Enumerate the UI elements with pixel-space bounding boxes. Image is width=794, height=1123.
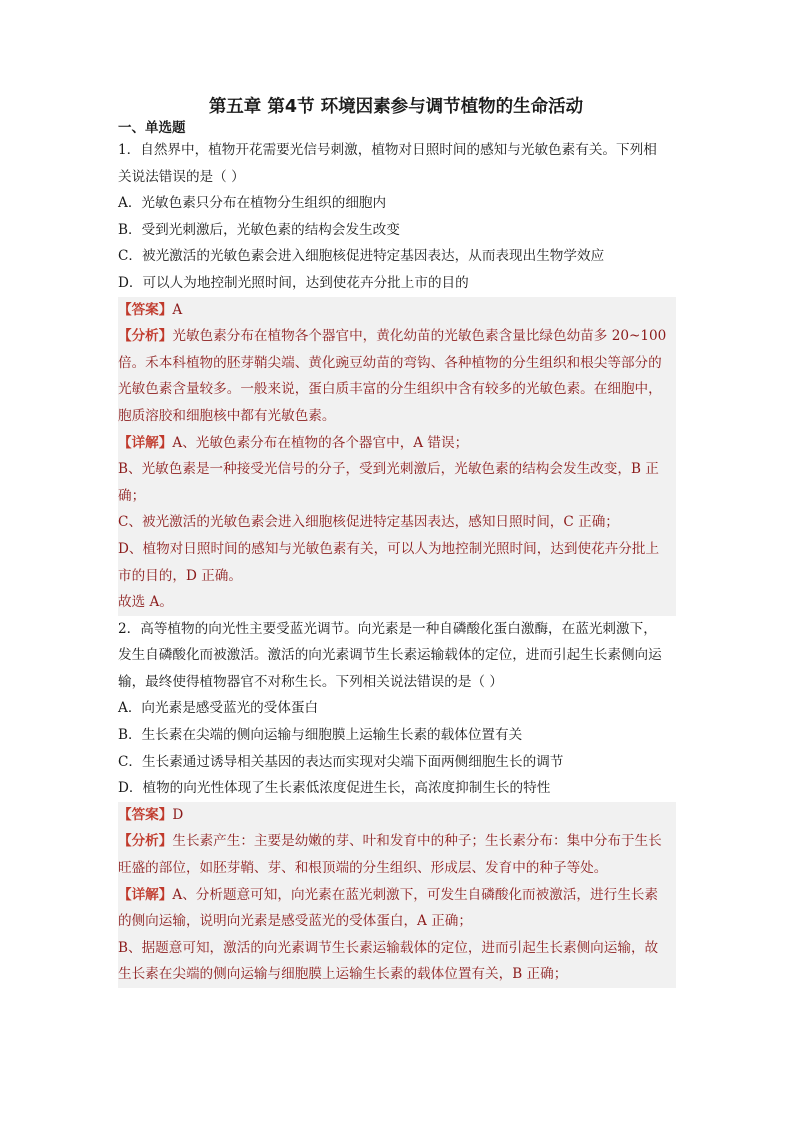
answer-label: 【答案】 (118, 301, 173, 318)
q1-detail-line: B、光敏色素是一种接受光信号的分子，受到光刺激后，光敏色素的结构会发生改变，B 正 (118, 461, 659, 478)
q2-option-b: B．生长素在尖端的侧向运输与细胞膜上运输生长素的载体位置有关 (118, 727, 523, 744)
question-1 (118, 137, 676, 616)
q2-detail-line (118, 882, 676, 909)
q1-detail-line: C、被光激活的光敏色素会进入细胞核促进特定基因表达，感知日照时间，C 正确； (118, 514, 619, 531)
q1-analysis-line: 光敏色素含量较多。一般来说，蛋白质丰富的分生组织中含有较多的光敏色素。在细胞中， (118, 381, 662, 398)
analysis-text: 生长素产生：主要是幼嫩的芽、叶和发育中的种子；生长素分布：集中分布于生长 (172, 833, 662, 850)
q1-option-a: A．光敏色素只分布在植物分生组织的细胞内 (118, 195, 387, 212)
q2-option-a: A．向光素是感受蓝光的受体蛋白 (118, 700, 319, 717)
detail-text: A、光敏色素分布在植物的各个器官中，A 错误； (172, 434, 469, 451)
q2-analysis-line: 旺盛的部位，如胚芽鞘、芽、和根顶端的分生组织、形成层、发育中的种子等处。 (118, 860, 608, 877)
q1-stem-line: 1．自然界中，植物开花需要光信号刺激，植物对日照时间的感知与光敏色素有关。下列相 (118, 142, 657, 158)
answer-label: 【答案】 (118, 806, 173, 823)
q1-answer-block (118, 297, 676, 616)
q2-detail-line: 的侧向运输，说明向光素是感受蓝光的受体蛋白，A 正确； (118, 913, 472, 930)
q2-detail-line: 生长素在尖端的侧向运输与细胞膜上运输生长素的载体位置有关，B 正确； (118, 966, 568, 983)
q2-stem-line: 输，最终使得植物器官不对称生长。下列相关说法错误的是（ ） (118, 673, 503, 690)
question-2 (118, 616, 676, 988)
q1-answer-line (118, 297, 676, 324)
detail-text: A、分析题意可知，向光素在蓝光刺激下，可发生自磷酸化而被激活，进行生长素 (172, 886, 658, 903)
analysis-label: 【分析】 (118, 328, 173, 345)
section-heading: 一、单选题 (118, 120, 186, 136)
detail-label: 【详解】 (118, 886, 173, 903)
q1-option-c: C．被光激活的光敏色素会进入细胞核促进特定基因表达，从而表现出生物学效应 (118, 248, 605, 265)
q2-option-c: C．生长素通过诱导相关基因的表达而实现对尖端下面两侧细胞生长的调节 (118, 753, 564, 770)
q1-detail-line: 市的目的，D 正确。 (118, 567, 242, 584)
q2-stem-line: 发生自磷酸化而被激活。激活的向光素调节生长素运输载体的定位，进而引起生长素侧向运 (118, 647, 662, 664)
q2-option-d: D．植物的向光性体现了生长素低浓度促进生长，高浓度抑制生长的特性 (118, 780, 551, 797)
q2-answer-line (118, 802, 676, 829)
q1-option-b: B．受到光刺激后，光敏色素的结构会发生改变 (118, 221, 400, 238)
analysis-text: 光敏色素分布在植物各个器官中，黄化幼苗的光敏色素含量比绿色幼苗多 20~100 (172, 328, 667, 345)
q2-answer: D (172, 806, 184, 823)
detail-label: 【详解】 (118, 434, 173, 451)
q1-option-d: D．可以人为地控制光照时间，达到使花卉分批上市的目的 (118, 274, 469, 291)
q2-detail-line: B、据题意可知，激活的向光素调节生长素运输载体的定位，进而引起生长素侧向运输，故 (118, 939, 659, 956)
page-title: 第五章 第4节 环境因素参与调节植物的生命活动 (208, 97, 584, 117)
q1-detail-line: 故选 A。 (118, 594, 173, 611)
q1-answer: A (172, 301, 183, 318)
q1-detail-line (118, 430, 676, 457)
q2-analysis-line (118, 828, 676, 855)
q1-detail-line: D、植物对日照时间的感知与光敏色素有关，可以人为地控制光照时间，达到使花卉分批上 (118, 540, 660, 557)
q1-analysis-line: 胞质溶胶和细胞核中都有光敏色素。 (118, 407, 336, 424)
q2-stem-line: 2．高等植物的向光性主要受蓝光调节。向光素是一种自磷酸化蛋白激酶，在蓝光刺激下， (118, 620, 657, 637)
document-page (118, 96, 676, 988)
q1-stem-line: 关说法错误的是（ ） (118, 168, 245, 185)
q1-analysis-line (118, 323, 676, 350)
analysis-label: 【分析】 (118, 833, 173, 850)
q1-detail-line: 确； (118, 487, 146, 504)
q1-analysis-line: 倍。禾本科植物的胚芽鞘尖端、黄化豌豆幼苗的弯钩、各种植物的分生组织和根尖等部分的 (118, 354, 662, 371)
q2-answer-block (118, 802, 676, 988)
